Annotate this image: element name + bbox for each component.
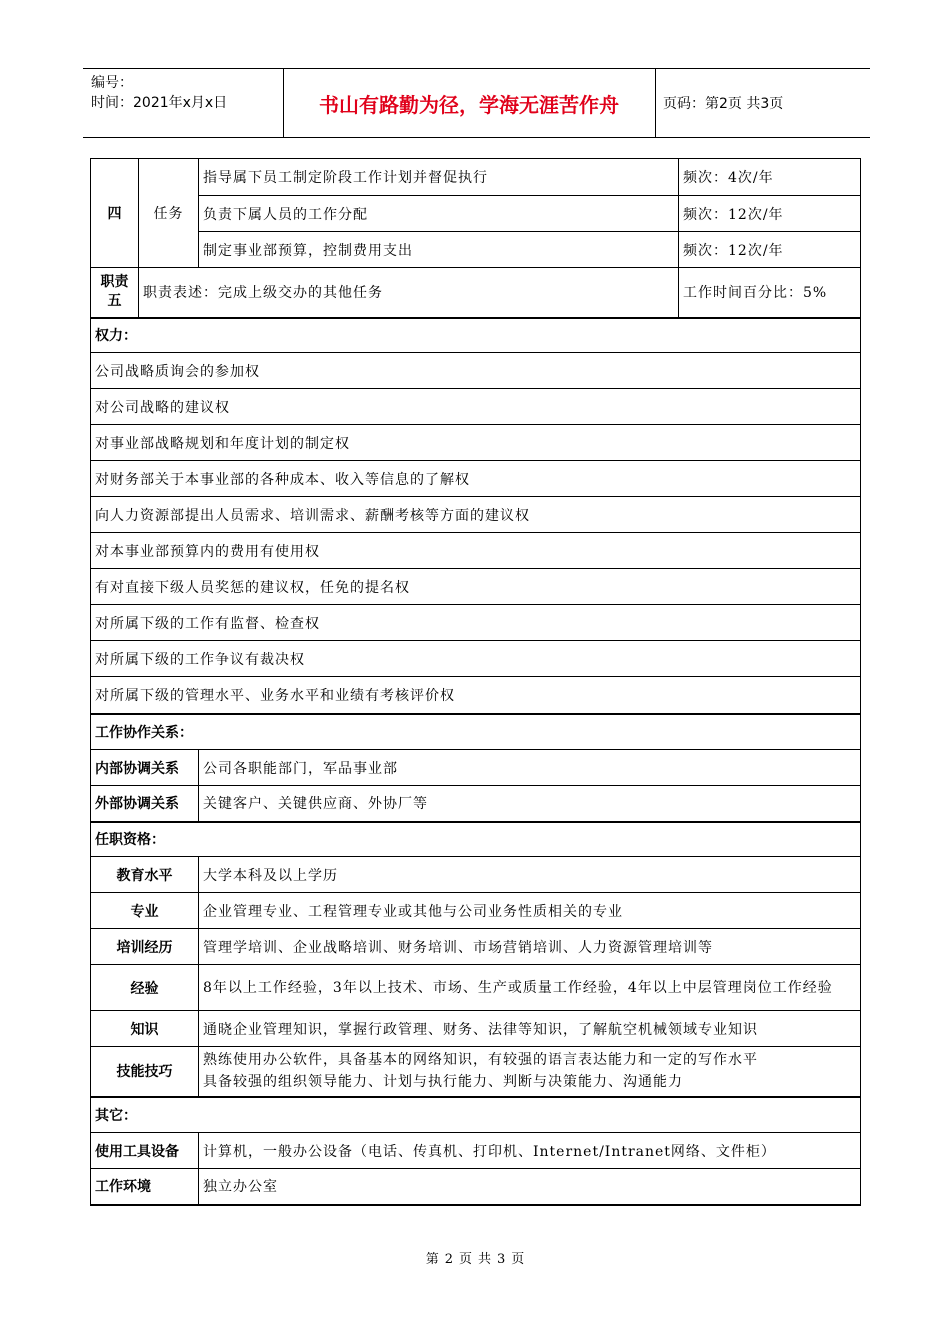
header-page-info: 页码：第2页 共3页: [663, 96, 784, 112]
authority-item: 公司战略质询会的参加权: [91, 353, 861, 389]
qualification-row: [91, 929, 861, 965]
duty-four-row: [91, 232, 861, 268]
duty-five-row: [91, 268, 861, 318]
experience-label: 经验: [91, 965, 199, 1011]
duty-four-label: 四: [91, 159, 139, 268]
footer-text: 页: [511, 1252, 525, 1267]
environment-value: 独立办公室: [199, 1169, 861, 1205]
page-header: [83, 68, 870, 138]
footer-text: 共: [478, 1252, 492, 1267]
task-frequency: 频次：4次/年: [679, 159, 861, 196]
training-label: 培训经历: [91, 929, 199, 965]
environment-label: 工作环境: [91, 1169, 199, 1205]
duty-five-label: [91, 268, 139, 318]
authority-item: 对所属下级的工作争议有裁决权: [91, 641, 861, 677]
task-label: 任务: [139, 159, 199, 268]
external-label: 外部协调关系: [91, 786, 199, 822]
education-label: 教育水平: [91, 857, 199, 893]
qualification-row: [91, 1047, 861, 1097]
header-meta: [91, 73, 227, 113]
header-divider: [655, 69, 656, 137]
number-label: 编号：: [91, 75, 133, 91]
authority-item: 对所属下级的管理水平、业务水平和业绩有考核评价权: [91, 677, 861, 714]
duty-five-text: 职责表述：完成上级交办的其他任务: [139, 268, 679, 318]
knowledge-label: 知识: [91, 1011, 199, 1047]
qualification-row: [91, 1011, 861, 1047]
page-footer: [0, 1248, 950, 1267]
experience-value: 8年以上工作经验，3年以上技术、市场、生产或质量工作经验，4年以上中层管理岗位工作经验: [199, 965, 861, 1011]
skills-value: [199, 1047, 861, 1097]
collaboration-row: [91, 750, 861, 786]
duty-four-row: [91, 196, 861, 232]
qualification-title: 任职资格：: [91, 822, 861, 857]
skills-line: 具备较强的组织领导能力、计划与执行能力、判断与决策能力、沟通能力: [203, 1074, 683, 1091]
skills-label: 技能技巧: [91, 1047, 199, 1097]
section-title-row: [91, 1097, 861, 1133]
internal-label: 内部协调关系: [91, 750, 199, 786]
task-text: 制定事业部预算，控制费用支出: [199, 232, 679, 268]
authority-item: 对财务部关于本事业部的各种成本、收入等信息的了解权: [91, 461, 861, 497]
skills-line: 熟练使用办公软件，具备基本的网络知识，有较强的语言表达能力和一定的写作水平: [203, 1052, 758, 1069]
section-title-row: [91, 714, 861, 750]
footer-text: 页: [458, 1252, 472, 1267]
tools-value: 计算机，一般办公设备（电话、传真机、打印机、Internet/Intranet网络、文件柜）: [199, 1133, 861, 1169]
footer-text: 第: [425, 1252, 439, 1267]
task-frequency: 频次：12次/年: [679, 232, 861, 268]
authority-item: 对事业部战略规划和年度计划的制定权: [91, 425, 861, 461]
knowledge-value: 通晓企业管理知识，掌握行政管理、财务、法律等知识，了解航空机械领域专业知识: [199, 1011, 861, 1047]
duty-five-label-line: 五: [107, 293, 122, 310]
education-value: 大学本科及以上学历: [199, 857, 861, 893]
authority-item: 对本事业部预算内的费用有使用权: [91, 533, 861, 569]
other-row: [91, 1169, 861, 1205]
training-value: 管理学培训、企业战略培训、财务培训、市场营销培训、人力资源管理培训等: [199, 929, 861, 965]
major-value: 企业管理专业、工程管理专业或其他与公司业务性质相关的专业: [199, 893, 861, 929]
job-description-table: [90, 158, 860, 1206]
qualification-row: [91, 965, 861, 1011]
task-text: 负责下属人员的工作分配: [199, 196, 679, 232]
authority-item: 有对直接下级人员奖惩的建议权，任免的提名权: [91, 569, 861, 605]
task-text: 指导属下员工制定阶段工作计划并督促执行: [199, 159, 679, 196]
authority-title: 权力：: [91, 318, 861, 353]
footer-page-number: 2: [444, 1252, 453, 1267]
section-title-row: [91, 822, 861, 857]
time-label: 时间：2021年x月x日: [91, 95, 228, 111]
other-row: [91, 1133, 861, 1169]
task-frequency: 频次：12次/年: [679, 196, 861, 232]
duty-five-label-line: 职责: [100, 274, 129, 291]
authority-item: 向人力资源部提出人员需求、培训需求、薪酬考核等方面的建议权: [91, 497, 861, 533]
qualification-row: [91, 893, 861, 929]
qualification-row: [91, 857, 861, 893]
external-value: 关键客户、关键供应商、外协厂等: [199, 786, 861, 822]
authority-item: 对公司战略的建议权: [91, 389, 861, 425]
collaboration-row: [91, 786, 861, 822]
section-title-row: [91, 318, 861, 353]
other-title: 其它：: [91, 1097, 861, 1133]
header-motto: 书山有路勤为径，学海无涯苦作舟: [319, 92, 619, 117]
duty-four-row: [91, 159, 861, 196]
footer-total-pages: 3: [497, 1252, 506, 1267]
authority-item: 对所属下级的工作有监督、检查权: [91, 605, 861, 641]
internal-value: 公司各职能部门，军品事业部: [199, 750, 861, 786]
duty-five-percent: 工作时间百分比：5%: [679, 268, 861, 318]
collaboration-title: 工作协作关系：: [91, 714, 861, 750]
major-label: 专业: [91, 893, 199, 929]
tools-label: 使用工具设备: [91, 1133, 199, 1169]
